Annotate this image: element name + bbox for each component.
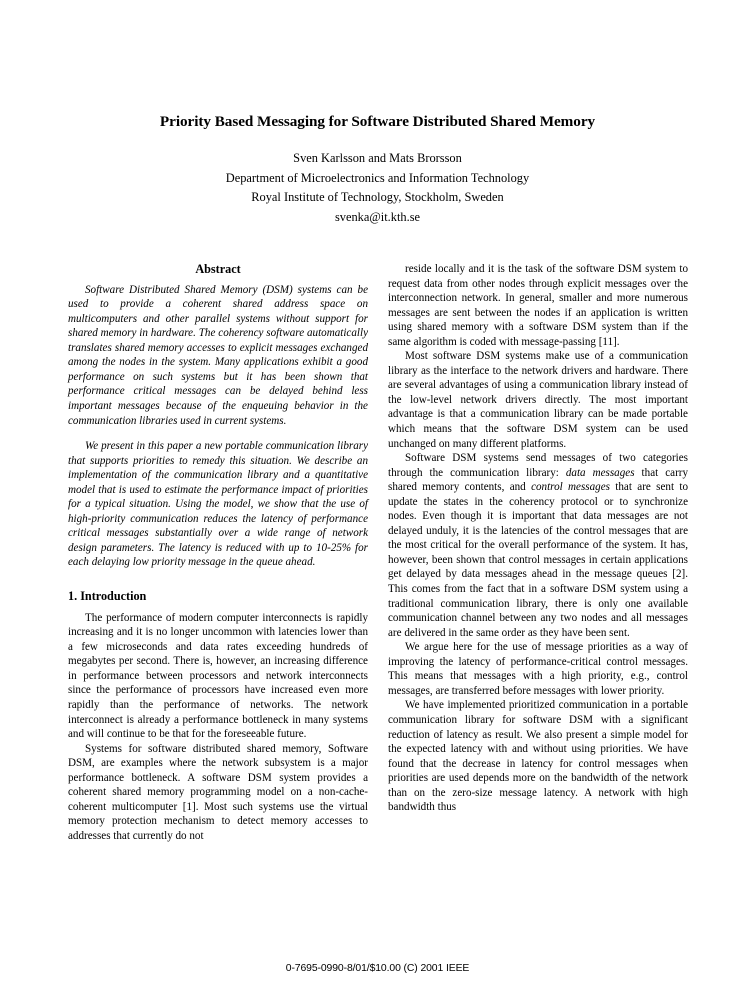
right-paragraph-3-text-b: that carry shared memory contents, and [388, 466, 689, 494]
author-department: Department of Microelectronics and Information Technology [225, 170, 530, 185]
emphasis-control-messages: control messages [531, 481, 610, 494]
abstract-paragraph-2: We present in this paper a new portable communication library that supports priorities to remedy this situation. We describe an implementation of the communication library and a quantitative model that is used to estimate the performance impact of priorities for a typical situation. Using the model, we show that the use of high-priority communication reduces the latency of performance critical messages substantially over a wide range of network design parameters. The latency is reduced with up to 10-25% for each delaying low priority message in the queue ahead. [68, 440, 368, 569]
right-paragraph-3-text-c: that are sent to update the states in the coherency protocol or to synchronize nodes. Even though it is important that data messages are not delayed unduly, it is the latencies of the control messages that are the most critical for the overall performance of the system. It has, however, been shown that control messages in certain applications get delayed by data messages ahead in the message queues [2]. This comes from the fact that in a software DSM system using a traditional communication library, there is only one available communication channel between any two nodes and all messages are delivered in the same order as they have been sent. [388, 481, 688, 639]
right-paragraph-4: We argue here for the use of message priorities as a way of improving the latency of performance-critical control messages. This means that messages with a high priority, e.g., control messages, are transferred before messages with lower priority. [388, 641, 688, 697]
page-title: Priority Based Messaging for Software Distributed Shared Memory [159, 113, 596, 130]
right-paragraph-1: reside locally and it is the task of the software DSM system to request data from other nodes through explicit messages over the interconnection network. In general, smaller and more numerous messages are sent between the nodes if an application is written using shared memory with a software DSM system than if the same algorithm is coded with message-passing [11]. [388, 263, 688, 348]
right-column [388, 262, 688, 815]
right-paragraph-5: We have implemented prioritized communication in a portable communication library for software DSM with a significant reduction of latency as result. We also present a simple model for the expected latency with and without using priorities. We have found that the decrease in latency for control messages when priorities are used depends more on the bandwidth of the network than on the zero-size message latency. A network with high bandwidth thus [388, 699, 688, 814]
author-names: Sven Karlsson and Mats Brorsson [293, 151, 462, 165]
abstract-heading: Abstract [195, 262, 241, 276]
introduction-paragraph-2: Systems for software distributed shared memory, Software DSM, are examples where the network subsystem is a major performance bottleneck. A software DSM system provides a coherent shared memory programming model on a non-cache-coherent multicomputer [1]. Most such systems use the virtual memory protection mechanism to detect memory accesses to addresses that currently do not [68, 742, 368, 842]
copyright-footer: 0-7695-0990-8/01/$10.00 (C) 2001 IEEE [285, 963, 470, 974]
introduction-heading: 1. Introduction [68, 589, 147, 604]
right-paragraph-2: Most software DSM systems make use of a communication library as the interface to the network drivers and hardware. There are several advantages of using a communication library instead of the low-level network drivers directly. The most important advantage is that a communication library can be made portable which means that the software DSM system can be used unchanged on many different platforms. [388, 350, 688, 450]
introduction-paragraph-1: The performance of modern computer interconnects is rapidly increasing and it is no longer uncommon with latencies lower than a few microseconds and data rates exceeding hundreds of megabytes per second. There is, however, an increasing difference in performance between processors and network interconnects since the performance of processors have increased even more rapidly than the performance of networks. The network interconnect is already a performance bottleneck in many systems and will continue to be that for the foreseeable future. [68, 611, 368, 741]
author-institution: Royal Institute of Technology, Stockholm, Sweden [251, 190, 504, 204]
author-email: svenka@it.kth.se [334, 209, 421, 224]
abstract-paragraph-1: Software Distributed Shared Memory (DSM) systems can be used to provide a coherent shared address space on multicomputers and other parallel systems without support for shared memory in hardware. The coherency software automatically translates shared memory accesses to explicit messages exchanged among the nodes in the system. Many applications exhibit a good performance on such systems but it has been shown that performance critical messages can be delayed behind less important messages because of the enqueuing behavior in the communication libraries used in current systems. [68, 283, 368, 427]
right-paragraph-3 [388, 451, 688, 640]
emphasis-data-messages: data messages [565, 466, 635, 479]
right-paragraph-3-text-a: Software DSM systems send messages of two categories through the communication library: [388, 452, 688, 479]
left-column [68, 262, 368, 843]
paragraph-spacer [68, 428, 368, 439]
paper-header [68, 112, 687, 227]
section-spacer [68, 570, 368, 589]
